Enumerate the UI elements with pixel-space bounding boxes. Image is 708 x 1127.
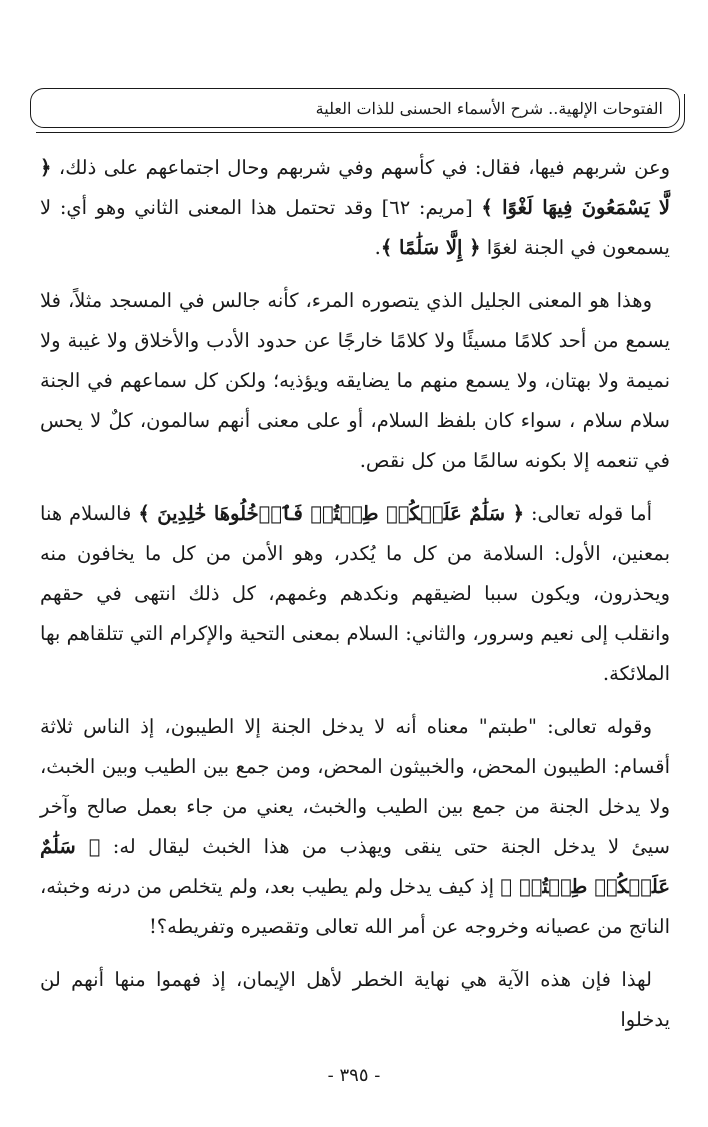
paragraph-3 — [40, 494, 670, 694]
quran-verse-4: ﴿ سَلَٰمٌ عَلَيۡكُمۡ طِبۡتُمۡ ﴾ — [40, 835, 670, 898]
quran-verse-3: ﴿ سَلَٰمٌ عَلَيۡكُمۡ طِبۡتُمۡ فَٱدۡخُلُوهَا خَٰلِدِينَ ﴾ — [138, 502, 525, 525]
paragraph-1-text-after: . — [374, 236, 381, 259]
paragraph-3-text-after: فالسلام هنا بمعنين، الأول: السلامة من كل ما يُكدر، وهو الأمن من كل ما يخافون منه ويحذرون، ويكون سببا لضيقهم ونكدهم وغمهم، كل ذلك انتهى في حقهم وانقلب إلى نعيم وسرور، والثاني: السلام بمعنى التحية والإكرام التي تتلقاهم بها الملائكة. — [40, 502, 670, 685]
paragraph-2: وهذا هو المعنى الجليل الذي يتصوره المرء، كأنه جالس في المسجد مثلاً، فلا يسمع من أحد كلامًا مسيئًا ولا كلامًا خارجًا عن حدود الأدب والأخلاق ولا غيبة ولا نميمة ولا بهتان، ولا يسمع منهم ما يضايقه ويؤذيه؛ ولكن كل سماعهم في الجنة سلام سلام ، سواء كان بلفظ السلام، أو على معنى أنهم سالمون، كلٌ لا يحس في تنعمه إلا بكونه سالمًا من كل نقص. — [40, 289, 670, 472]
paragraph-1-text-middle: [مريم: ٦٢] وقد تحتمل هذا المعنى الثاني وهو أي: لا يسمعون في الجنة لغوًا — [40, 196, 670, 259]
quran-verse-1: ﴿ لَّا يَسْمَعُونَ فِيهَا لَغْوًا ﴾ — [40, 156, 671, 219]
paragraph-4-text-after: إذ كيف يدخل ولم يطيب بعد، ولم يتخلص من درنه وخبثه، الناتج من عصيانه وخروجه عن أمر الله تعالى وتقصيره وتفريطه؟! — [40, 875, 670, 938]
page-body — [40, 148, 670, 1053]
quran-verse-2: ﴿ إِلَّا سَلَٰمًا ﴾ — [380, 236, 481, 259]
paragraph-4 — [40, 707, 670, 947]
paragraph-1 — [40, 148, 670, 268]
page-number: - ٣٩٥ - — [327, 1065, 381, 1086]
paragraph-1-text-before: وعن شربهم فيها، فقال: في كأسهم وفي شربهم وحال اجتماعهم على ذلك، — [51, 156, 670, 179]
running-header — [30, 88, 680, 128]
paragraph-4-text-before: وقوله تعالى: "طبتم" معناه أنه لا يدخل الجنة إلا الطيبون، إذ الناس ثلاثة أقسام: الطيبون المحض، والخبيثون المحض، ومن جمع بين الطيب وبين الخبث، ولا يدخل الجنة من جمع بين الطيب والخبث، يعني من جاء بعمل صالح وآخر سيئ لا يدخل الجنة حتى ينقى ويهذب من هذا الخبث ليقال له: — [40, 715, 671, 858]
paragraph-5: لهذا فإن هذه الآية هي نهاية الخطر لأهل الإيمان، إذ فهموا منها أنهم لن يدخلوا — [40, 968, 670, 1031]
paragraph-3-text-before: أما قوله تعالى: — [524, 502, 652, 525]
running-header-title: الفتوحات الإلهية.. شرح الأسماء الحسنى للذات العلية — [315, 99, 663, 118]
